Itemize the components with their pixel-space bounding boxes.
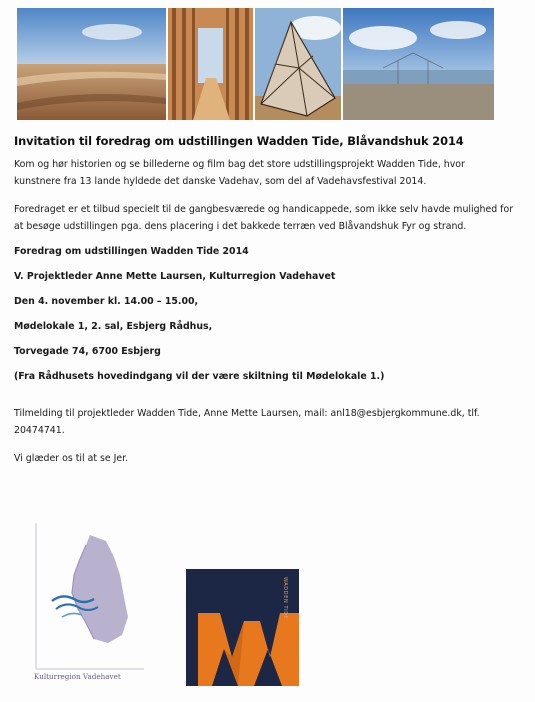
event-speaker: V. Projektleder Anne Mette Laursen, Kulturregion Vadehavet: [14, 271, 336, 282]
wadden-tide-logo: [186, 569, 299, 686]
offer-paragraph: Foredraget er et tilbud specielt til de gangbesværede og handicappede, som ikke selv havde mulighed for at besøge udstillingen pga. dens placering i det bakkede terræn ved Blåvandshuk Fyr og strand.: [14, 204, 514, 232]
kulturregion-caption: Kulturregion Vadehavet: [34, 672, 121, 681]
header-photo-strip: [17, 8, 494, 120]
event-address: Torvegade 74, 6700 Esbjerg: [14, 346, 161, 357]
kulturregion-vadehavet-logo: [34, 523, 146, 685]
sea-landscape-photo: [343, 8, 494, 120]
closing-line: Vi glæder os til at se Jer.: [14, 453, 129, 464]
event-note: (Fra Rådhusets hovedindgang vil der være skiltning til Mødelokale 1.): [14, 371, 385, 382]
event-title: Foredrag om udstillingen Wadden Tide 2014: [14, 246, 249, 257]
beach-photo: [17, 8, 166, 120]
wadden-tide-vertical-label: WADDEN TIDE: [282, 577, 288, 620]
page-title: Invitation til foredrag om udstillingen Wadden Tide, Blåvandshuk 2014: [14, 134, 464, 148]
event-date: Den 4. november kl. 14.00 – 15.00,: [14, 296, 199, 307]
invitation-body: [14, 124, 514, 467]
wooden-tower-photo: [168, 8, 253, 120]
registration-paragraph: Tilmelding til projektleder Wadden Tide, Anne Mette Laursen, mail: anl18@esbjergkommune.dk, tlf. 20474741.: [14, 408, 480, 436]
event-room: Mødelokale 1, 2. sal, Esbjerg Rådhus,: [14, 321, 213, 332]
kulturregion-map-icon: [34, 523, 146, 671]
geodesic-pavilion-photo: [255, 8, 341, 120]
intro-paragraph: Kom og hør historien og se billederne og film bag det store udstillingsprojekt Wadden Tide, hvor kunstnere fra 13 lande hyldede det danske Vadehav, som del af Vadehavsfestival 2014.: [14, 159, 465, 187]
